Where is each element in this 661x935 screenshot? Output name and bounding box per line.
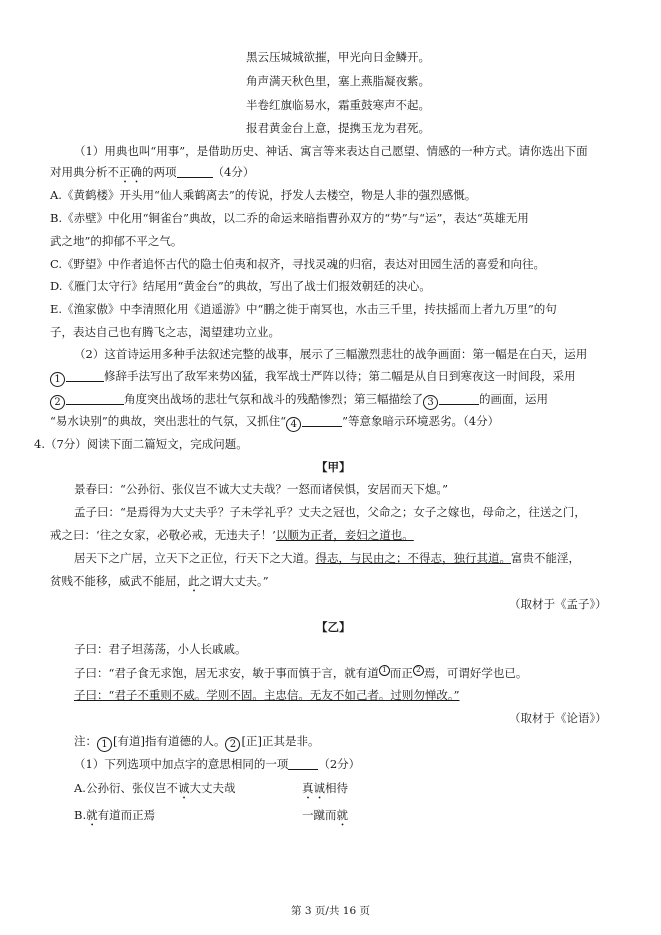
circled-number: 4 — [286, 417, 301, 432]
dotted-text: 诚 — [177, 781, 190, 795]
poem-line-3: 半卷红旗临易水，霜重鼓寒声不起。 — [246, 98, 430, 112]
passage-jia-title: 【甲】 — [316, 460, 351, 474]
q2-line-2: 1 修辞手法写出了敌军来势凶猛，我军战士严阵以待；第二幅是从自日到寒夜这一时间段，采用 — [50, 369, 576, 387]
poem-line-1: 黑云压城城欲摧，甲光向日金鳞开。 — [246, 50, 430, 64]
jia-source: （取材于《孟子》） — [509, 597, 607, 611]
circled-number: 2 — [50, 395, 65, 410]
jia-paragraph-1: 景春曰：“公孙衍、张仪岂不诚大丈夫哉？一怒而诸侯惧，安居而天下熄。” — [74, 482, 449, 496]
jia-paragraph-3: 居天下之广居，立天下之正位，行天下之大道。得志，与民由之；不得志，独行其道。富贵不能淫， — [74, 551, 580, 565]
answer-blank[interactable] — [66, 393, 124, 405]
jia-paragraph-2-cont: 戒之曰：‘往之女家，必敬必戒，无违夫子！’以顺为正者，妾妇之道也。 — [50, 528, 414, 542]
dotted-text: 就 — [86, 808, 98, 822]
jia-paragraph-2: 孟子曰：“是焉得为大丈夫乎？子未学礼乎？丈夫之冠也，父命之；女子之嫁也，母命之，往送之门， — [74, 505, 586, 519]
circled-number: 1 — [379, 665, 390, 676]
q1-option-a: A.《黄鹤楼》开头用“仙人乘鹤离去”的传说，抒发人去楼空，物是人非的强烈感慨。 — [50, 188, 477, 202]
yi-paragraph-3: 子曰：“君子不重则不威。学则不固。主忠信。无友不如己者。过则勿惮改。” — [74, 688, 460, 702]
q1-option-e-cont: 子，表达自己也有腾飞之志，渴望建功立业。 — [50, 325, 280, 339]
answer-blank[interactable] — [439, 393, 479, 405]
dotted-text: 真诚 — [302, 781, 325, 795]
answer-blank[interactable] — [302, 415, 342, 427]
dotted-text: 此 — [188, 574, 200, 588]
dotted-text: 正确 — [119, 165, 142, 179]
option-a-left: A.公孙衍、张仪岂不诚大丈夫哉 — [74, 781, 236, 795]
circled-number: 2 — [225, 737, 240, 752]
underlined-sentence: 以顺为正者，妾妇之道也。 — [275, 528, 414, 542]
q1-option-d: D.《雁门太守行》结尾用“黄金台”的典故，写出了战士们报效朝廷的决心。 — [50, 279, 431, 293]
q1-option-b-cont: 武之地”的抑郁不平之气。 — [50, 234, 183, 248]
circled-number: 1 — [97, 737, 112, 752]
yi-paragraph-1: 子曰：君子坦荡荡，小人长戚戚。 — [74, 642, 247, 656]
q2-line-3: 2 角度突出战场的悲壮气氛和战斗的残酷惨烈；第三幅描绘了 3 的画面，运用 — [50, 392, 548, 410]
answer-blank[interactable] — [288, 758, 318, 770]
answer-blank[interactable] — [177, 166, 213, 178]
poem-line-4: 报君黄金台上意，提携玉龙为君死。 — [246, 121, 430, 135]
q4-heading: 4.（7分）阅读下面二篇短文，完成问题。 — [34, 437, 248, 451]
q1-option-b: B.《赤壁》中化用“铜雀台”典故，以二乔的命运来暗指曹孙双方的“势”与“运”，表达“英雄无用 — [50, 211, 529, 225]
option-b-left: B.就有道而正焉 — [74, 808, 156, 822]
q2-line-4: “易水诀别”的典故，突出悲壮的气氛，又抓住“ 4 ”等意象暗示环境恶劣。（4分） — [50, 414, 500, 430]
q1-line-2: 对用典分析不正确的两项 （4分） — [50, 165, 255, 179]
option-b-right: 一蹴而就 — [302, 808, 348, 822]
passage-yi-title: 【乙】 — [316, 620, 351, 634]
page-footer: 第 3 页/共 16 页 — [291, 905, 370, 917]
circled-number: 2 — [413, 665, 424, 676]
yi-source: （取材于《论语》） — [509, 711, 607, 725]
yi-paragraph-2: 子曰：“君子食无求饱，居无求安，敏于事而慎于言，就有道 1 而正 2 焉，可谓好学也已。 — [74, 666, 528, 680]
poem-line-2: 角声满天秋色里，塞上燕脂凝夜紫。 — [246, 74, 430, 88]
circled-number: 3 — [423, 395, 438, 410]
underlined-sentence: 得志，与民由之；不得志，独行其道。 — [315, 551, 511, 565]
q4-sub-1: （1）下列选项中加点字的意思相同的一项 （2分） — [74, 757, 361, 771]
circled-number: 1 — [50, 372, 65, 387]
answer-blank[interactable] — [66, 370, 104, 382]
notes: 注： 1 [有道]指有道德的人。 2 [正]正其是非。 — [74, 734, 320, 750]
q2-line-1: （2）这首诗运用多种手法叙述完整的战事，展示了三幅激烈悲壮的战争画面：第一幅是在白天，运用 — [74, 347, 588, 361]
q1-option-e: E.《渔家傲》中李清照化用《逍遥游》中“鹏之徙于南冥也，水击三千里，抟扶摇而上者九万里”的句 — [50, 302, 557, 316]
dotted-text: 就 — [336, 808, 348, 822]
q1-line-1: （1）用典也叫“用事”，是借助历史、神话、寓言等来表达自己愿望、情感的一种方式。请你选出下面 — [74, 144, 588, 158]
option-a-right: 真诚相待 — [302, 781, 348, 795]
jia-paragraph-3-cont: 贫贱不能移，威武不能屈，此之谓大丈夫。” — [50, 574, 269, 588]
q1-option-c: C.《野望》中作者追怀古代的隐士伯夷和叔齐，寻找灵魂的归宿，表达对田园生活的喜爱和向往。 — [50, 257, 546, 271]
